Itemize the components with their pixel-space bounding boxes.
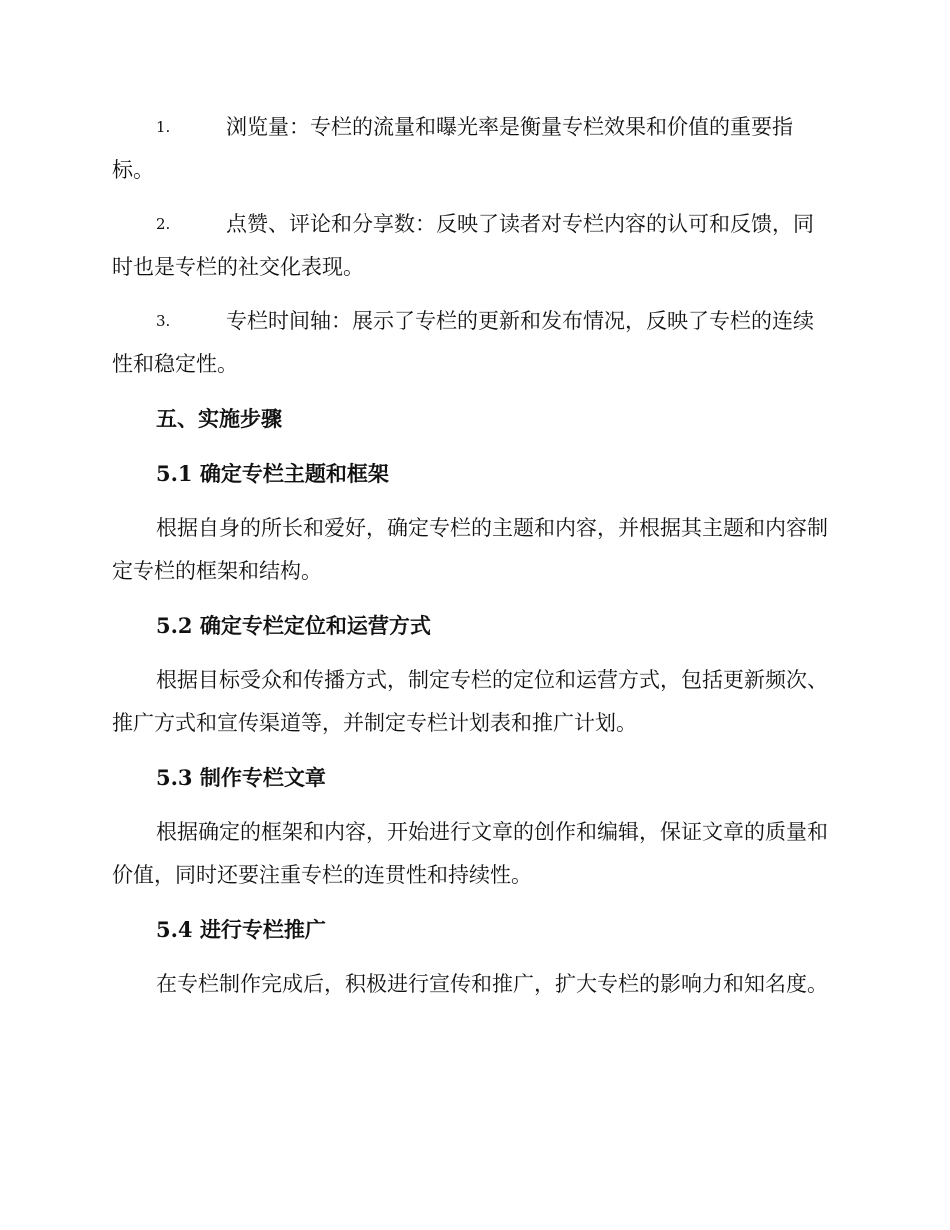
list-item — [112, 300, 830, 386]
subsection-body: 根据自身的所长和爱好，确定专栏的主题和内容，并根据其主题和内容制定专栏的框架和结构。 — [112, 516, 828, 583]
subsection-title: 5.2 确定专栏定位和运营方式 — [156, 613, 431, 638]
list-text: 点赞、评论和分享数：反映了读者对专栏内容的认可和反馈，同时也是专栏的社交化表现。 — [112, 212, 814, 279]
subsection-title: 5.4 进行专栏推广 — [156, 917, 326, 942]
subsection-title: 5.1 确定专栏主题和框架 — [156, 461, 389, 486]
list-text: 浏览量：专栏的流量和曝光率是衡量专栏效果和价值的重要指标。 — [112, 115, 793, 182]
subsection-title: 5.3 制作专栏文章 — [156, 765, 326, 790]
list-number: 3. — [156, 312, 171, 330]
section-title: 五、实施步骤 — [156, 406, 282, 431]
list-number: 1. — [156, 118, 171, 136]
subsection-body: 根据确定的框架和内容，开始进行文章的创作和编辑，保证文章的质量和价值，同时还要注重专栏的连贯性和持续性。 — [112, 820, 828, 887]
list-item — [112, 106, 830, 192]
subsection-body: 在专栏制作完成后，积极进行宣传和推广，扩大专栏的影响力和知名度。 — [156, 972, 828, 996]
list-text: 专栏时间轴：展示了专栏的更新和发布情况，反映了专栏的连续性和稳定性。 — [112, 309, 814, 376]
list-item — [112, 203, 830, 289]
subsection-body: 根据目标受众和传播方式，制定专栏的定位和运营方式，包括更新频次、推广方式和宣传渠道等，并制定专栏计划表和推广计划。 — [112, 668, 828, 735]
list-number: 2. — [156, 215, 171, 233]
